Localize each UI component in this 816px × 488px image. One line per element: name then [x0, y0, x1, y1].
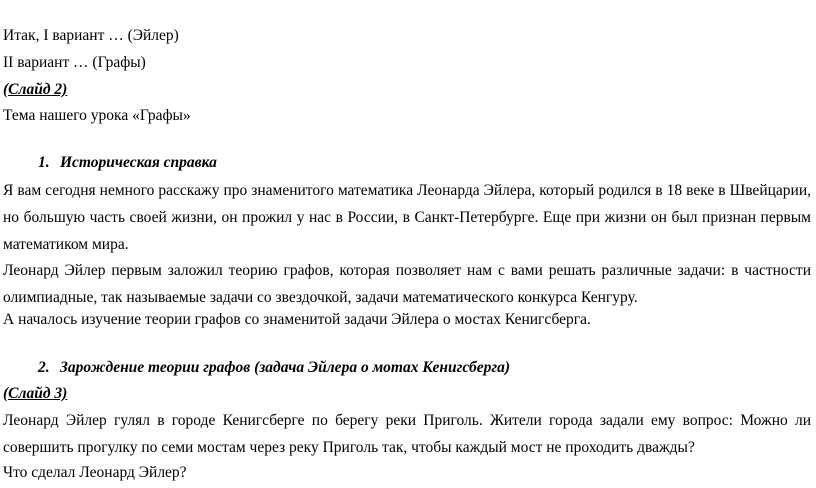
- paragraph-what-did-euler-do: Что сделал Леонард Эйлер?: [3, 464, 187, 481]
- slide-2-label: (Слайд 2): [3, 81, 68, 98]
- paragraph-graph-theory: Леонард Эйлер первым заложил теорию графов, которая позволяет нам с вами решать различные задачи: в частности олимпиадные, так называемые задачи со звездочкой, задачи математического конкурса Кенгуру.: [3, 262, 811, 306]
- paragraph-konigsberg-intro: А началось изучение теории графов со знаменитой задачи Эйлера о мостах Кенигсберга.: [3, 311, 591, 328]
- slide-3-label: (Слайд 3): [3, 385, 68, 402]
- section-1-number: 1.: [38, 154, 50, 171]
- paragraph-bridges-question: Леонард Эйлер гулял в городе Кенигсберге по берегу реки Приголь. Жители города задали ему вопрос: Можно ли совершить прогулку по семи мостам через реку Приголь так, чтобы каждый мост не проходить дважды?: [3, 412, 811, 456]
- line-variant-1: Итак, I вариант … (Эйлер): [3, 27, 179, 44]
- section-1-heading: [38, 153, 217, 173]
- lesson-topic: Тема нашего урока «Графы»: [3, 107, 191, 124]
- line-variant-2: II вариант … (Графы): [3, 54, 146, 71]
- section-2-number: 2.: [38, 359, 50, 376]
- section-2-title: Зарождение теории графов (задача Эйлера о мотах Кенигсберга): [60, 359, 510, 376]
- section-2-heading: [38, 358, 510, 378]
- section-1-title: Историческая справка: [60, 154, 217, 171]
- paragraph-euler-bio: Я вам сегодня немного расскажу про знаменитого математика Леонарда Эйлера, который родился в 18 веке в Швейцарии, но большую часть своей жизни, он прожил у нас в России, в Санкт-Петербурге. Еще при жизни он был признан первым математиком мира.: [3, 182, 811, 253]
